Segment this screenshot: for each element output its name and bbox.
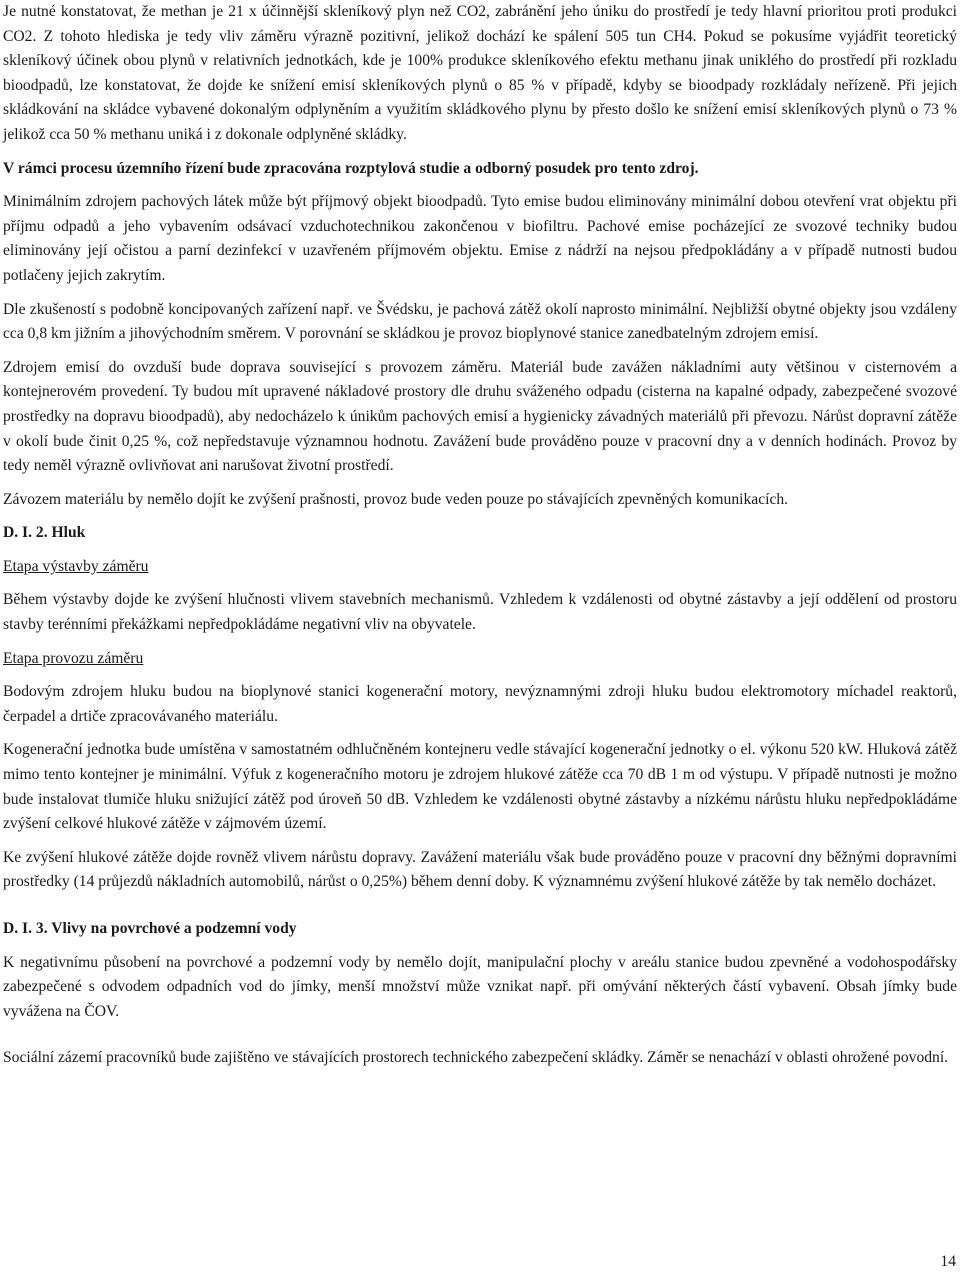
paragraph-traffic-noise: Ke zvýšení hlukové zátěže dojde rovněž vlivem nárůstu dopravy. Zavážení materiálu však bude prováděno pouze v pracovní dny běžnými dopravními prostředky (14 průjezdů nákladních automobilů, nárůst o 0,25%) během denní doby. K významnému zvýšení hlukové zátěže by tak nemělo docházet.: [3, 848, 957, 891]
subheading-construction-phase: Etapa výstavby záměru: [3, 557, 149, 575]
section-heading-noise: D. I. 2. Hluk: [3, 524, 86, 542]
paragraph-construction-noise: Během výstavby dojde ke zvýšení hlučnosti vlivem stavebních mechanismů. Vzhledem k vzdálenosti od obytné zástavby a její oddělení od prostoru stavby terénními překážkami nepředpokládáme negativní vliv na obyvatele.: [3, 591, 957, 634]
paragraph-sweden-experience: Dle zkušeností s podobně koncipovaných zařízení např. ve Švédsku, je pachová zátěž okolí naprosto minimální. Nejbližší obytné objekty jsou vzdáleny cca 0,8 km jižním a jihovýchodním směrem. V porovnání se skládkou je provoz bioplynové stanice zanedbatelným zdrojem emisí.: [3, 300, 957, 343]
paragraph-social-facilities: Sociální zázemí pracovníků bude zajištěno ve stávajících prostorech technického zabezpečení skládky. Záměr se nenachází v oblasti ohrožené povodní.: [3, 1049, 949, 1067]
paragraph-water-impact: K negativnímu působení na povrchové a podzemní vody by nemělo dojít, manipulační plochy v areálu stanice budou zpevněné a vodohospodářsky zabezpečené s odvodem odpadních vod do jímky, menší množství může vznikat např. při omývání některých částí vybavení. Obsah jímky bude vyvážena na ČOV.: [3, 953, 957, 1020]
document-body: [3, 0, 957, 1071]
section-heading-water: D. I. 3. Vlivy na povrchové a podzemní vody: [3, 920, 297, 937]
paragraph-methane-greenhouse-effect: Je nutné konstatovat, že methan je 21 x účinnější skleníkový plyn než CO2, zabránění jeho úniku do prostředí je tedy hlavní prioritou proti produkci CO2. Z tohoto hlediska je tedy vliv záměru výrazně pozitivní, jelikož dochází ke spálení 505 tun CH4. Pokud se pokusíme vyjádřit teoretický skleníkový účinek obou plynů v relativních jednotkách, kde je 100% produkce skleníkového efektu methanu jinak uniklého do prostředí při rozkladu bioodpadů, lze konstatovat, že dojde ke snížení emisí skleníkových plynů o 85 % v případě, kdyby se bioodpady rozkládaly neřízeně. Při jejich skládkování na skládce vybavené dokonalým odplyněním a využitím skládkového plynu by přesto došlo ke snížení emisí skleníkových plynů o 73 % jelikož cca 50 % methanu uniká i z dokonale odplyněné skládky.: [3, 3, 957, 143]
paragraph-dispersion-study-note: V rámci procesu územního řízení bude zpracována rozptylová studie a odborný posudek pro tento zdroj.: [3, 159, 699, 177]
paragraph-traffic-emissions: Zdrojem emisí do ovzduší bude doprava související s provozem záměru. Materiál bude zavážen nákladními auty většinou v cisternovém a kontejnerovém provedení. Ty budou mít upravené nákladové prostory dle druhu sváženého odpadu (cisterna na kapalné odpady, zabezpečené svozové prostředky na dopravu bioodpadů), aby nedocházelo k únikům pachových emisí a hygienicky závadných materiálů při převozu. Nárůst dopravní zátěže v okolí bude činit 0,25 %, což nepředstavuje významnou hodnotu. Zavážení bude prováděno pouze v pracovní dny a v denních hodinách. Provoz by tedy neměl výrazně ovlivňovat ani narušovat životní prostředí.: [3, 358, 957, 475]
paragraph-dust: Závozem materiálu by nemělo dojít ke zvýšení prašnosti, provoz bude veden pouze po stávajících zpevněných komunikacích.: [3, 490, 789, 508]
subheading-operation-phase: Etapa provozu záměru: [3, 649, 144, 667]
paragraph-odour-sources: Minimálním zdrojem pachových látek může být příjmový objekt bioodpadů. Tyto emise budou eliminovány minimální dobou otevření vrat objektu při příjmu odpadů a jeho vybavením odsávací vzduchotechnikou zakončenou v biofiltru. Pachové emise pocházející ze svozové techniky budou eliminovány její očistou a parní dezinfekcí v uzavřeném příjmovém objektu. Emise z nádrží na nejsou předpokládány a v případě nutnosti budou potlačeny jejich zakrytím.: [3, 193, 957, 284]
page-number: 14: [940, 1253, 956, 1270]
paragraph-noise-sources: Bodovým zdrojem hluku budou na bioplynové stanici kogenerační motory, nevýznamnými zdroji hluku budou elektromotory míchadel reaktorů, čerpadel a drtiče zpracovávaného materiálu.: [3, 683, 957, 725]
paragraph-cogeneration-unit: Kogenerační jednotka bude umístěna v samostatném odhlučněném kontejneru vedle stávající kogenerační jednotky o el. výkonu 520 kW. Hluková zátěž mimo tento kontejner je minimální. Výfuk z kogeneračního motoru je zdrojem hlukové zátěže cca 70 dB 1 m od výstupu. V případě nutnosti je možno bude instalovat tlumiče hluku snižující zátěž pod úroveň 50 dB. Vzhledem ke vzdálenosti obytné zástavby a nízkému nárůstu hluku nepředpokládáme zvýšení celkové hlukové zátěže v zájmovém území.: [3, 741, 957, 833]
